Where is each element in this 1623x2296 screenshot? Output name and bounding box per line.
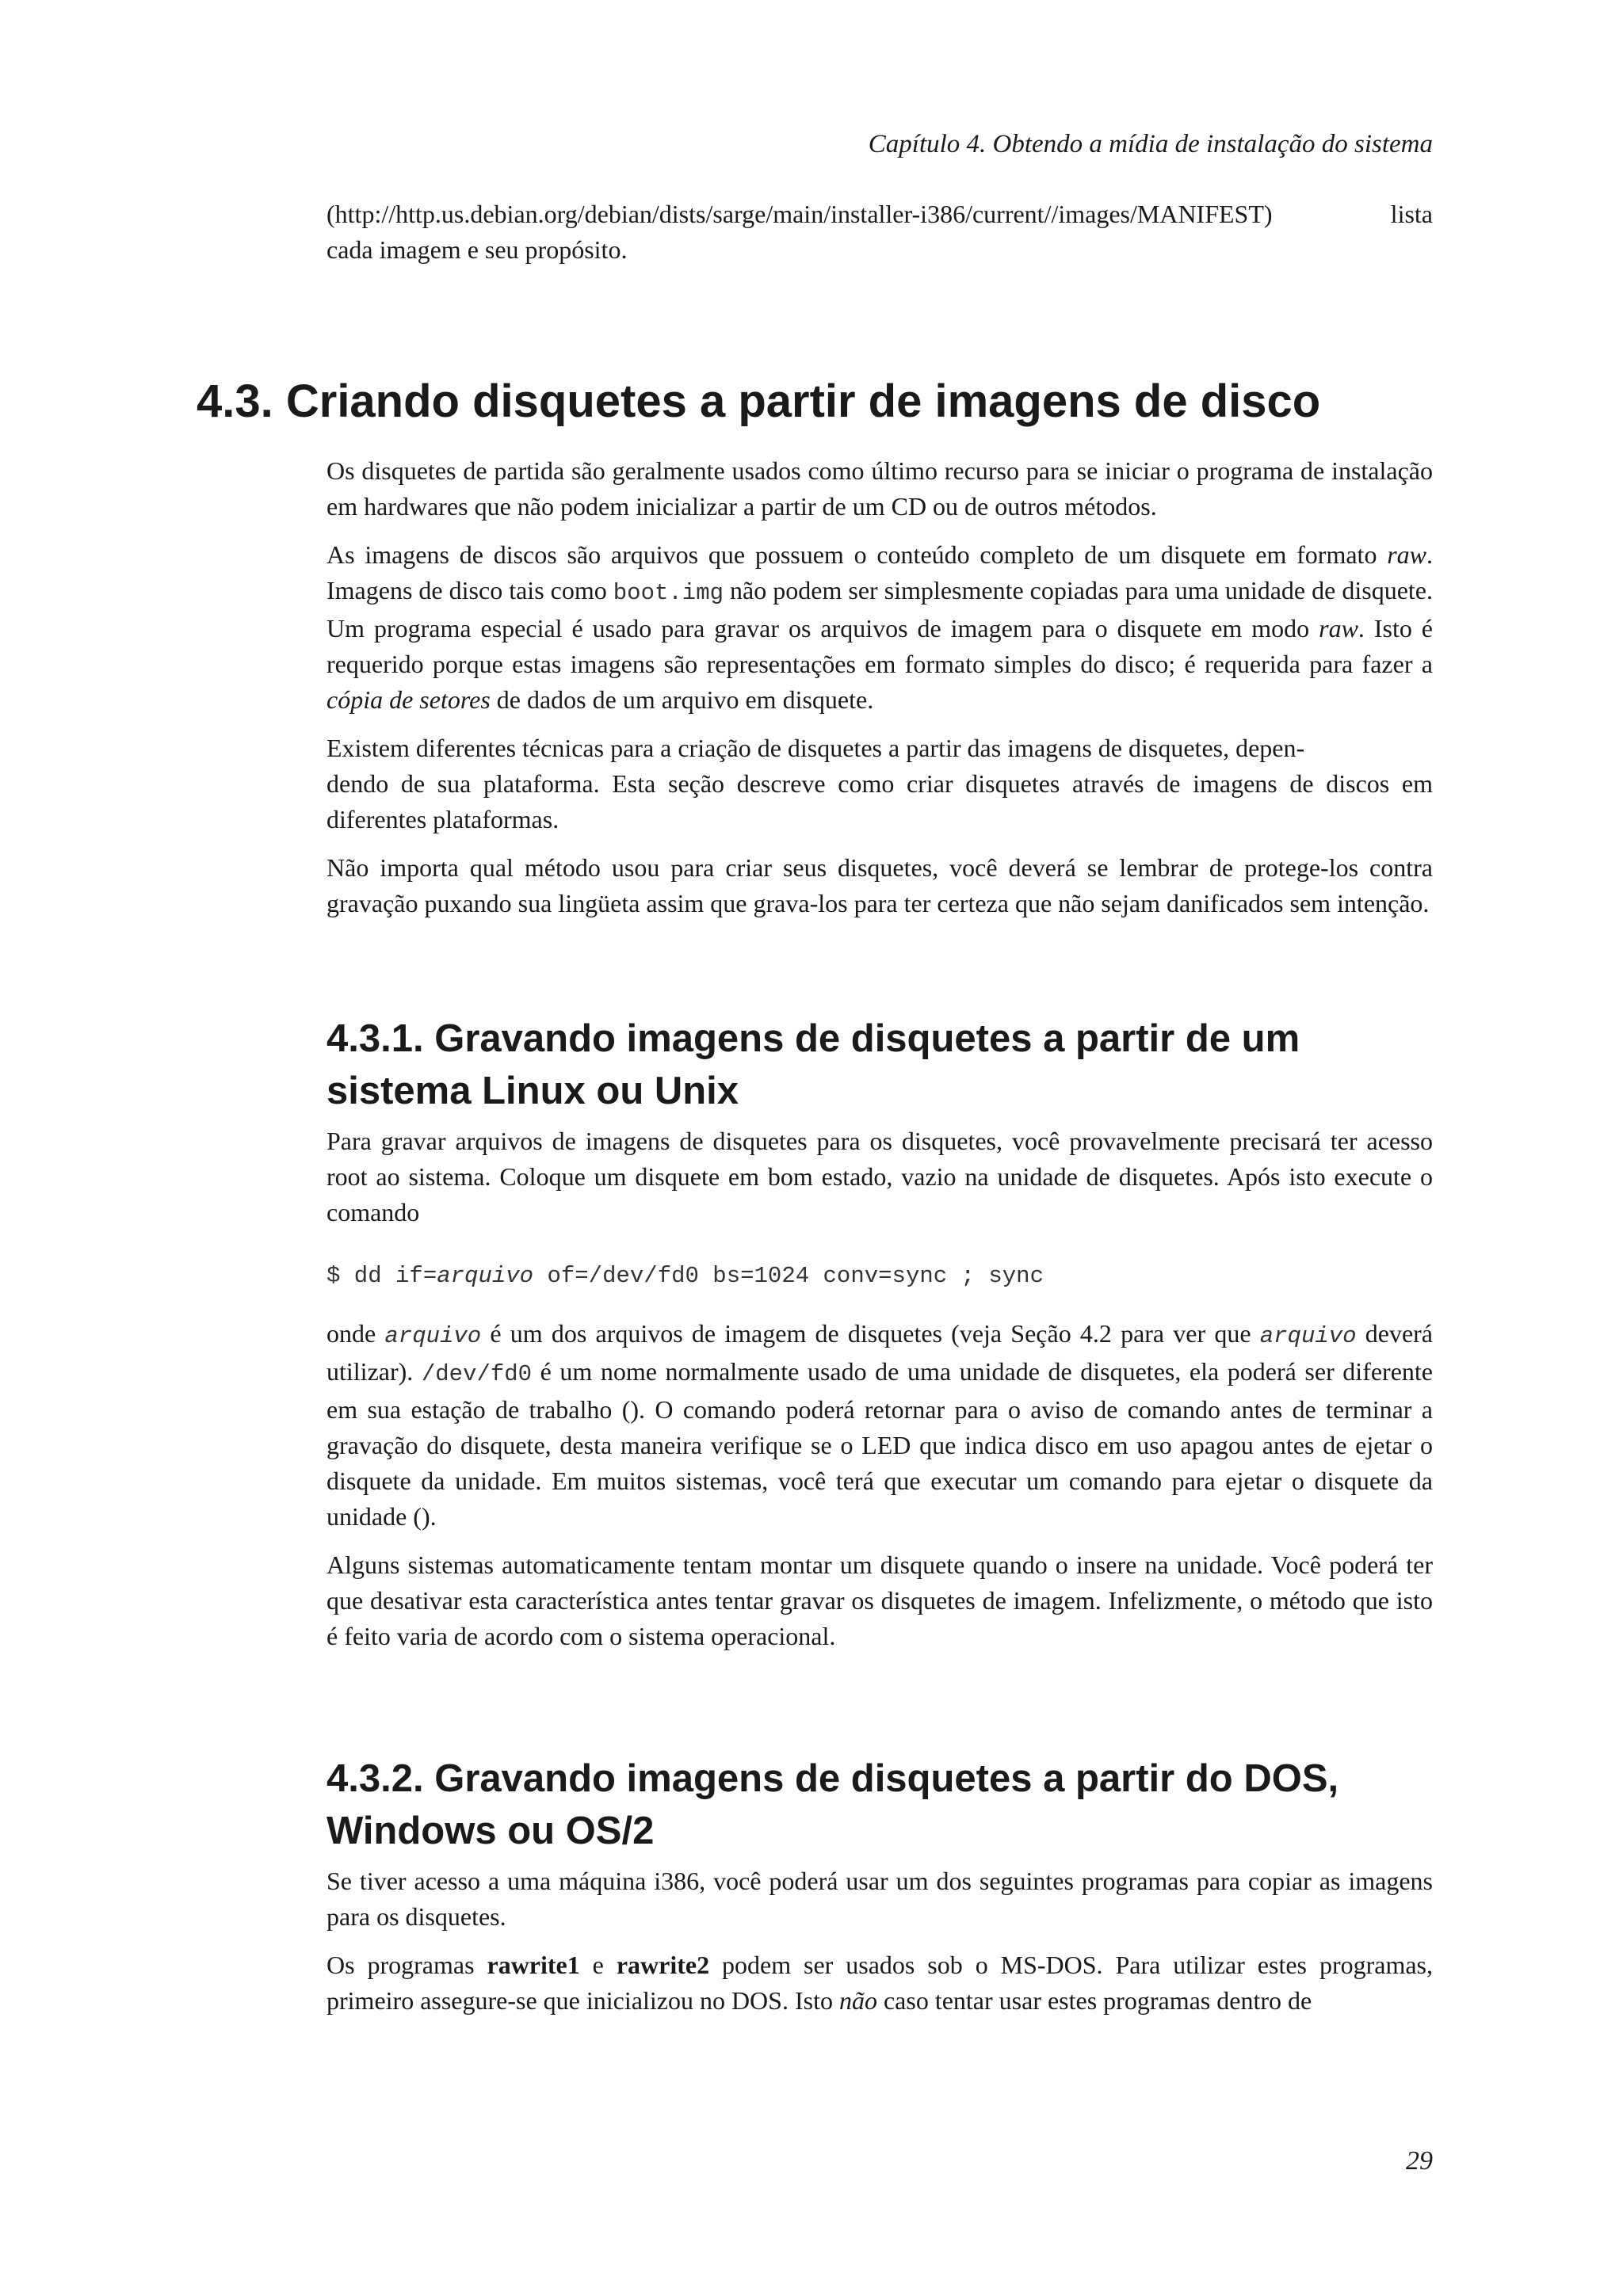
- paragraph: Os disquetes de partida são geralmente usados como último recurso para se iniciar o programa de instalação em hardwares que não podem inicializar a partir de um CD ou de outros métodos.: [327, 456, 1433, 521]
- manifest-url[interactable]: (http://http.us.debian.org/debian/dists/sarge/main/installer-i386/current//images/MANIFEST): [327, 200, 1273, 228]
- paragraph: Para gravar arquivos de imagens de disquetes para os disquetes, você provavelmente precisará ter acesso root ao sistema. Coloque um disquete em bom estado, vazio na unidade de disquetes. Após isto execute o comando: [327, 1127, 1433, 1226]
- paragraph: As imagens de discos são arquivos que possuem o conteúdo completo de um disquete em formato raw. Imagens de disco tais como boot.img não podem ser simplesmente copiadas para uma unidade de disquete. Um programa especial é usado para gravar os arquivos de imagem para o disquete em modo raw. Isto é requerido porque estas imagens são representações em formato simples do disco; é requerida para fazer a cópia de setores de dados de um arquivo em disquete.: [327, 540, 1434, 714]
- section-title-4-3-2: 4.3.2. Gravando imagens de disquetes a partir do DOS, Windows ou OS/2: [327, 1757, 1339, 1852]
- section-4-3-1: [327, 1013, 1433, 1667]
- command-line: $ dd if=arquivo of=/dev/fd0 bs=1024 conv=sync ; sync: [327, 1263, 1044, 1289]
- paragraph: Se tiver acesso a uma máquina i386, você poderá usar um dos seguintes programas para copiar as imagens para os disquetes.: [327, 1867, 1433, 1931]
- paragraph: Os programas rawrite1 e rawrite2 podem ser usados sob o MS-DOS. Para utilizar estes programas, primeiro assegure-se que inicializou no DOS. Isto não caso tentar usar estes programas dentro de: [327, 1951, 1434, 2015]
- page-number: 29: [1406, 2146, 1433, 2176]
- section-4-3-body: [327, 453, 1433, 934]
- paragraph: onde arquivo é um dos arquivos de imagem de disquetes (veja Seção 4.2 para ver que arquivo deverá utilizar). /dev/fd0 é um nome normalmente usado de uma unidade de disquetes, ela poderá ser diferente em sua estação de trabalho (). O comando poderá retornar para o aviso de comando antes de terminar a gravação do disquete, desta maneira verifique se o LED que indica disco em uso apagou antes de ejetar o disquete da unidade. Em muitos sistemas, você terá que executar um comando para ejetar o disquete da unidade ().: [327, 1319, 1434, 1531]
- section-title-4-3: 4.3. Criando disquetes a partir de imagens de disco: [197, 376, 1321, 427]
- intro-paragraph: (http://http.us.debian.org/debian/dists/sarge/main/installer-i386/current//images/MANIFEST) lista cada imagem e seu propósito.: [327, 196, 1433, 268]
- inline-code: boot.img: [613, 580, 724, 606]
- section-4-3-2: [327, 1753, 1433, 2031]
- paragraph: Existem diferentes técnicas para a criação de disquetes a partir das imagens de disquetes, depen- dendo de sua plataforma. Esta seção descreve como criar disquetes através de imagens de discos em diferentes plataformas.: [327, 734, 1433, 833]
- paragraph: Alguns sistemas automaticamente tentam montar um disquete quando o insere na unidade. Você poderá ter que desativar esta característica antes tentar gravar os disquetes de imagem. Infelizmente, o método que isto é feito varia de acordo com o sistema operacional.: [327, 1550, 1433, 1650]
- running-header: Capítulo 4. Obtendo a mídia de instalação do sistema: [868, 130, 1433, 158]
- paragraph: Não importa qual método usou para criar seus disquetes, você deverá se lembrar de protege-los contra gravação puxando sua lingüeta assim que grava-los para ter certeza que não sejam danificados sem intenção.: [327, 853, 1433, 917]
- intro-line-1: (http://http.us.debian.org/debian/dists/sarge/main/installer-i386/current//images/MANIFEST) lista: [327, 196, 1433, 232]
- section-title-4-3-1: 4.3.1. Gravando imagens de disquetes a partir de um sistema Linux ou Unix: [327, 1017, 1300, 1112]
